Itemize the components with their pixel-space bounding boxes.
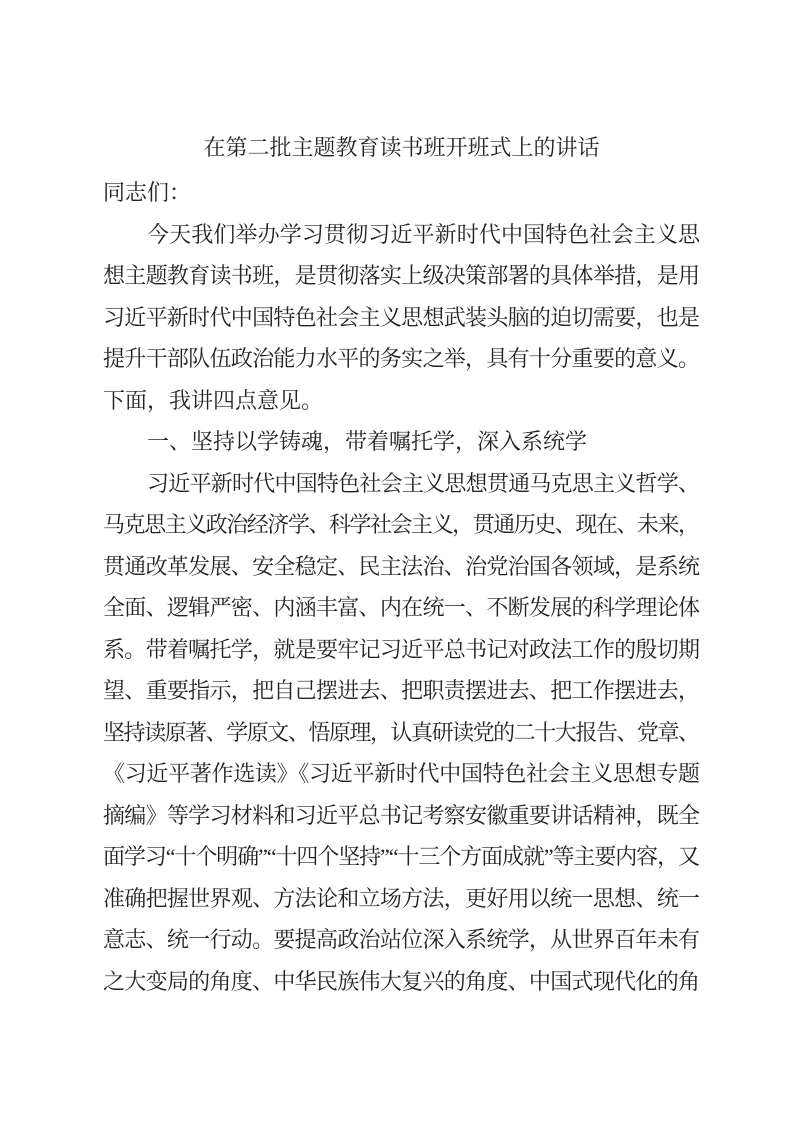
document-content (103, 127, 700, 1002)
text-line: 全面、逻辑严密、内涵丰富、内在统一、不断发展的科学理论体 (103, 595, 700, 620)
text-line: 望、重要指示，把自己摆进去、把职责摆进去、把工作摆进去， (103, 678, 700, 703)
document-title: 在第二批主题教育读书班开班式上的讲话 (203, 135, 600, 160)
paragraph-salutation (103, 172, 700, 214)
text-line: 贯通改革发展、安全稳定、民主法治、治党治国各领域，是系统 (103, 553, 700, 579)
text-line: 摘编》等学习材料和习近平总书记考察安徽重要讲话精神，既全 (103, 802, 700, 828)
text-line: 《习近平著作选读》《习近平新时代中国特色社会主义思想专题 (103, 761, 700, 786)
paragraph-section-1-body (103, 463, 700, 1003)
text-line: 之大变局的角度、中华民族伟大复兴的角度、中国式现代化的角 (103, 968, 700, 994)
paragraph-opening (103, 214, 700, 422)
text-line: 习近平新时代中国特色社会主义思想武装头脑的迫切需要，也是 (103, 304, 700, 330)
text-line: 今天我们举办学习贯彻习近平新时代中国特色社会主义思 (147, 221, 701, 247)
text-line: 习近平新时代中国特色社会主义思想贯通马克思主义哲学、 (147, 470, 700, 496)
paragraph-section-1-heading (103, 421, 700, 463)
text-line: 坚持读原著、学原文、悟原理，认真研读党的二十大报告、党章、 (103, 719, 699, 745)
text-line: 下面，我讲四点意见。 (103, 387, 324, 413)
text-line: 准确把握世界观、方法论和立场方法，更好用以统一思想、统一 (103, 885, 700, 911)
text-line: 马克思主义政治经济学、科学社会主义，贯通历史、现在、未来， (103, 512, 699, 537)
text-line: 一、坚持以学铸魂，带着嘱托学，深入系统学 (147, 429, 588, 454)
document-body (103, 172, 700, 1002)
text-line: 意志、统一行动。要提高政治站位深入系统学，从世界百年未有 (103, 927, 700, 952)
text-line: 想主题教育读书班，是贯彻落实上级决策部署的具体举措，是用 (103, 263, 700, 288)
text-line: 面学习“十个明确”“十四个坚持”“十三个方面成就”等主要内容，又 (103, 844, 699, 869)
text-line: 系。带着嘱托学，就是要牢记习近平总书记对政法工作的殷切期 (103, 636, 700, 662)
text-line: 提升干部队伍政治能力水平的务实之举，具有十分重要的意义。 (103, 346, 700, 371)
text-line: 同志们： (103, 180, 192, 205)
